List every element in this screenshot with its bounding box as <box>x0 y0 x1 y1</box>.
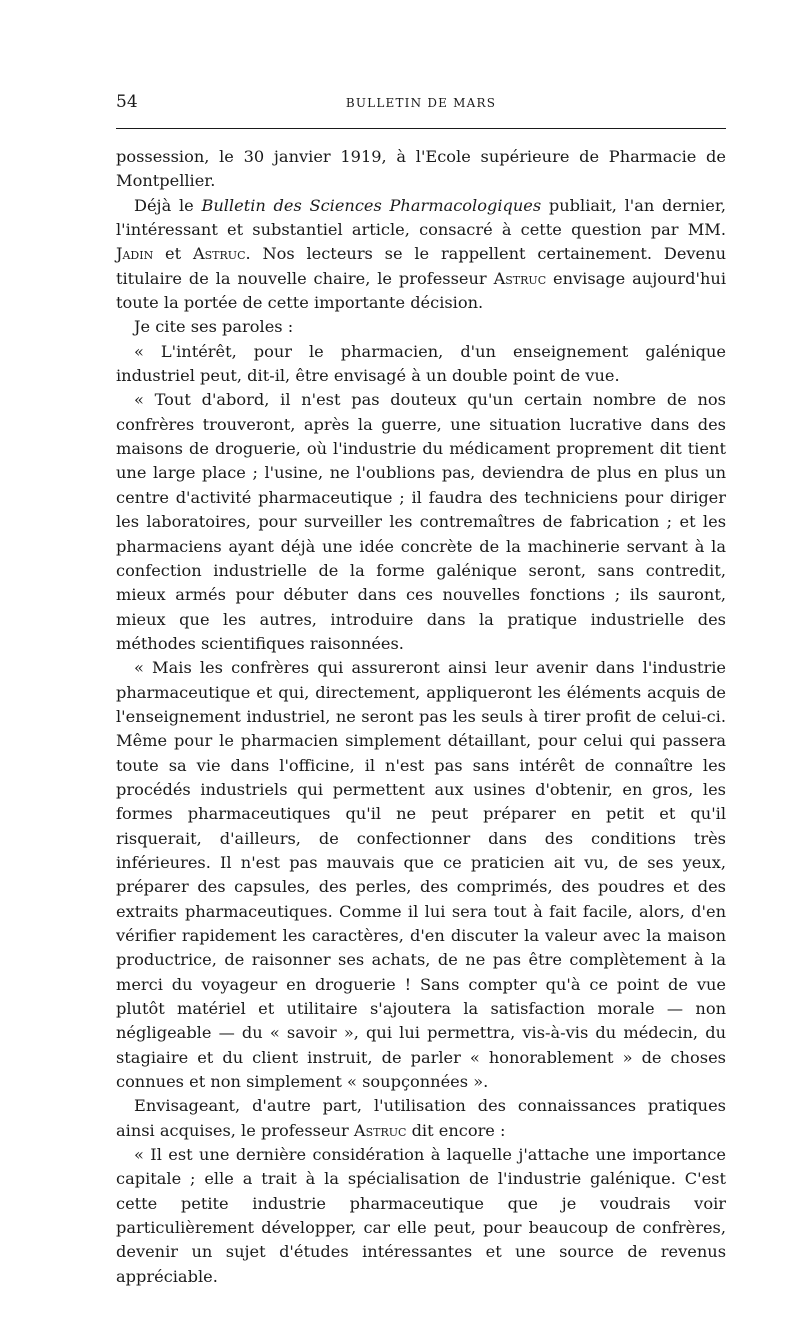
text-segment: dit encore : <box>406 1120 506 1140</box>
paragraph-continuation: possession, le 30 janvier 1919, à l'Ecole supérieure de Pharmacie de Montpellier. <box>116 147 726 191</box>
text-segment: publiait, l'an dernier, l'intéressant et substantiel article, consacré à cette question par MM. <box>116 195 726 240</box>
page-number: 54 <box>116 92 138 112</box>
author-name: Astruc <box>353 1120 407 1140</box>
paragraph-quote: « Tout d'abord, il n'est pas douteux qu'un certain nombre de nos confrères trouveront, après la guerre, une situation lucrative dans des maisons de droguerie, où l'industrie du médicament proprement dit tient une large place ; l'usine, ne l'oublions pas, deviendra de plus en plus un centre d'activité pharmaceutique ; il faudra des techniciens pour diriger les laboratoires, pour surveiller les contremaîtres de fabrication ; et les pharmaciens ayant déjà une idée concrète de la machinerie servant à la confection industrielle de la forme galénique seront, sans contredit, mieux armés pour débuter dans ces nouvelles fonctions ; ils sauront, mieux que les autres, introduire dans la pratique industrielle des méthodes scientifiques raisonnées. <box>116 390 726 653</box>
paragraph-quote: « Mais les confrères qui assureront ainsi leur avenir dans l'industrie pharmaceutique et qui, directement, appliqueront les éléments acquis de l'enseignement industriel, ne seront pas les seuls à tirer profit de celui-ci. Même pour le pharmacien simplement détaillant, pour celui qui passera toute sa vie dans l'officine, il n'est pas sans intérêt de connaître les procédés industriels qui permettent aux usines d'obtenir, en gros, les formes pharmaceutiques qu'il ne peut préparer en petit et qu'il risquerait, d'ailleurs, de confectionner dans des conditions très inférieures. Il n'est pas mauvais que ce praticien ait vu, de ses yeux, préparer des capsules, des perles, des comprimés, des poudres et des extraits pharmaceutiques. Comme il lui sera tout à fait facile, alors, d'en vérifier rapidement les caractères, d'en discuter la valeur avec la maison productrice, de raisonner ses achats, de ne pas être complètement à la merci du voyageur en droguerie ! Sans compter qu'à ce point de vue plutôt matériel et utilitaire s'ajoutera la satisfaction morale — non négligeable — du « savoir », qui lui permettra, vis-à-vis du médecin, du stagiaire et du client instruit, de parler « honorablement » de choses connues et non simplement « soupçonnées ». <box>116 658 726 1092</box>
text-segment: . Nos lecteurs se le rappellent certainement. Devenu titulaire de la nouvelle chaire, le professeur <box>116 244 726 288</box>
running-title: BULLETIN DE MARS <box>345 96 497 110</box>
author-name: Jadin <box>116 244 154 264</box>
body-text <box>116 145 726 1289</box>
header-rule <box>116 128 726 129</box>
paragraph-bulletin <box>116 194 726 316</box>
page-header <box>116 92 726 118</box>
paragraph-transition <box>116 1094 726 1143</box>
paragraph-quote-intro: Je cite ses paroles : <box>134 317 294 337</box>
text-segment: Déjà le <box>134 195 202 215</box>
author-name: Astruc <box>493 268 547 288</box>
paragraph-quote: « Il est une dernière considération à laquelle j'attache une importance capitale ; elle a trait à la spécialisation de l'industrie galénique. C'est cette petite industrie pharmaceutique que je voudrais voir particulièrement développer, car elle peut, pour beaucoup de confrères, devenir un sujet d'études intéressantes et une source de revenus appréciable. <box>116 1145 726 1286</box>
paragraph-quote: « L'intérêt, pour le pharmacien, d'un enseignement galénique industriel peut, dit-il, être envisagé à un double point de vue. <box>116 341 726 386</box>
author-name: Astruc <box>192 244 246 264</box>
book-page <box>116 92 726 1286</box>
journal-title: Bulletin des Sciences Pharmacologiques <box>201 195 542 215</box>
text-segment: envisage aujourd'hui toute la portée de cette importante décision. <box>116 268 726 313</box>
text-segment: Envisageant, d'autre part, l'utilisation des connaissances pratiques ainsi acquises, le professeur <box>116 1096 726 1140</box>
text-segment: et <box>153 244 193 264</box>
